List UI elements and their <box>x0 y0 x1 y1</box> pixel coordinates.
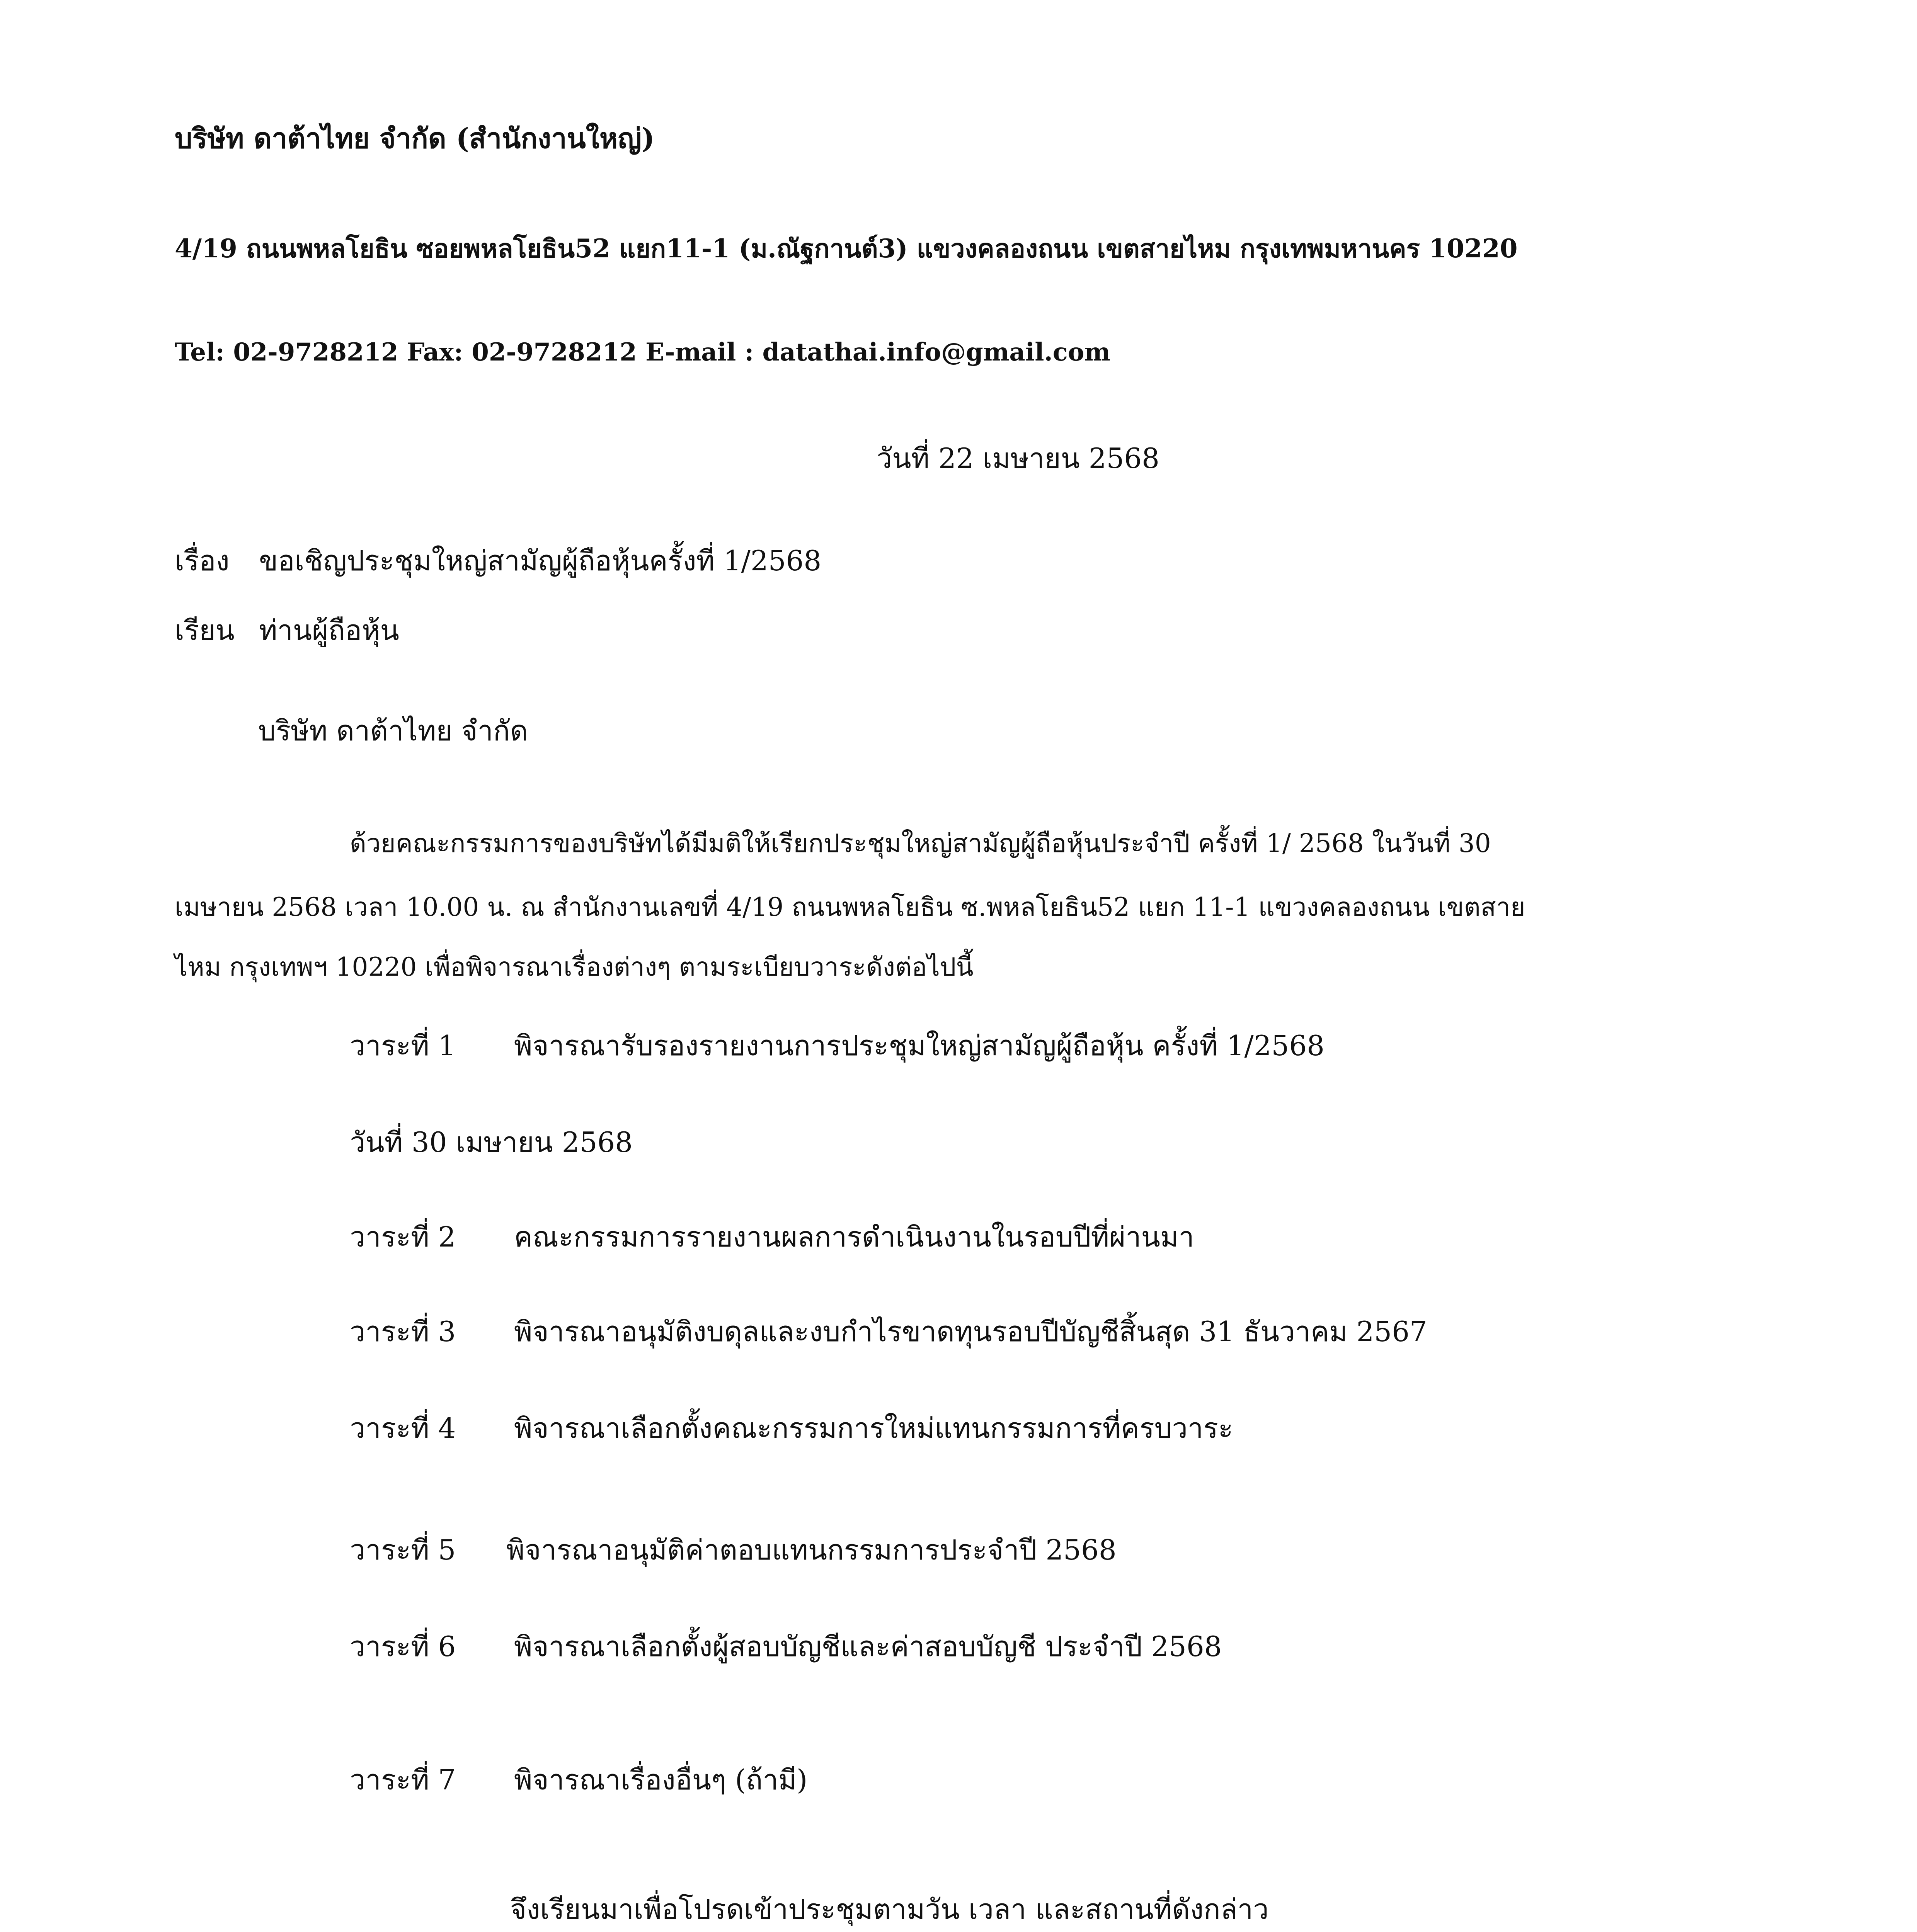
closing-line: จึงเรียนมาเพื่อโปรดเข้าประชุมตามวัน เวลา และสถานที่ดังกล่าว <box>510 1893 1269 1925</box>
company-address: 4/19 ถนนพหลโยธิน ซอยพหลโยธิน52 แยก11-1 (ม.ณัฐกานต์3) แขวงคลองถนน เขตสายไหม กรุงเทพมหานคร 10220 <box>175 233 1518 264</box>
agenda-3-text: พิจารณาอนุมัติงบดุลและงบกำไรขาดทุนรอบปีบัญชีสิ้นสุด 31 ธันวาคม 2567 <box>514 1315 1427 1348</box>
body-line-2: เมษายน 2568 เวลา 10.00 น. ณ สำนักงานเลขที่ 4/19 ถนนพหลโยธิน ซ.พหลโยธิน52 แยก 11-1 แขวงคลองถนน เขตสาย <box>175 892 1525 922</box>
recipient-text: ท่านผู้ถือหุ้น <box>259 614 399 646</box>
agenda-5-label: วาระที่ 5 <box>350 1534 456 1566</box>
agenda-6-text: พิจารณาเลือกตั้งผู้สอบบัญชีและค่าสอบบัญชี ประจำปี 2568 <box>514 1630 1222 1663</box>
agenda-2-label: วาระที่ 2 <box>350 1221 456 1253</box>
company-name: บริษัท ดาต้าไทย จำกัด (สำนักงานใหญ่) <box>175 122 655 155</box>
agenda-1-label: วาระที่ 1 <box>350 1029 456 1062</box>
agenda-3-label: วาระที่ 3 <box>350 1315 456 1348</box>
body-line-1: ด้วยคณะกรรมการของบริษัทได้มีมติให้เรียกประชุมใหญ่สามัญผู้ถือหุ้นประจำปี ครั้งที่ 1/ 2568 ในวันที่ 30 <box>350 828 1491 858</box>
agenda-6-label: วาระที่ 6 <box>350 1630 456 1663</box>
agenda-7-text: พิจารณาเรื่องอื่นๆ (ถ้ามี) <box>514 1764 808 1796</box>
body-line-3: ไหม กรุงเทพฯ 10220 เพื่อพิจารณาเรื่องต่างๆ ตามระเบียบวาระดังต่อไปนี้ <box>175 952 974 982</box>
subject-label: เรื่อง <box>175 544 230 577</box>
subject-text: ขอเชิญประชุมใหญ่สามัญผู้ถือหุ้นครั้งที่ 1/2568 <box>259 544 822 577</box>
agenda-1-text: พิจารณารับรองรายงานการประชุมใหญ่สามัญผู้ถือหุ้น ครั้งที่ 1/2568 <box>514 1029 1325 1062</box>
letter-date: วันที่ 22 เมษายน 2568 <box>877 442 1159 474</box>
agenda-7-label: วาระที่ 7 <box>350 1764 456 1796</box>
agenda-5-text: พิจารณาอนุมัติค่าตอบแทนกรรมการประจำปี 2568 <box>506 1534 1117 1566</box>
agenda-2-text: คณะกรรมการรายงานผลการดำเนินงานในรอบปีที่ผ่านมา <box>514 1221 1194 1253</box>
recipient-label: เรียน <box>175 614 235 646</box>
agenda-4-label: วาระที่ 4 <box>350 1412 456 1444</box>
agenda-4-text: พิจารณาเลือกตั้งคณะกรรมการใหม่แทนกรรมการที่ครบวาระ <box>514 1412 1233 1444</box>
from-line: บริษัท ดาต้าไทย จำกัด <box>258 714 528 747</box>
company-contact: Tel: 02-9728212 Fax: 02-9728212 E-mail : datathai.info@gmail.com <box>175 338 1111 367</box>
agenda-1-date: วันที่ 30 เมษายน 2568 <box>350 1126 633 1158</box>
